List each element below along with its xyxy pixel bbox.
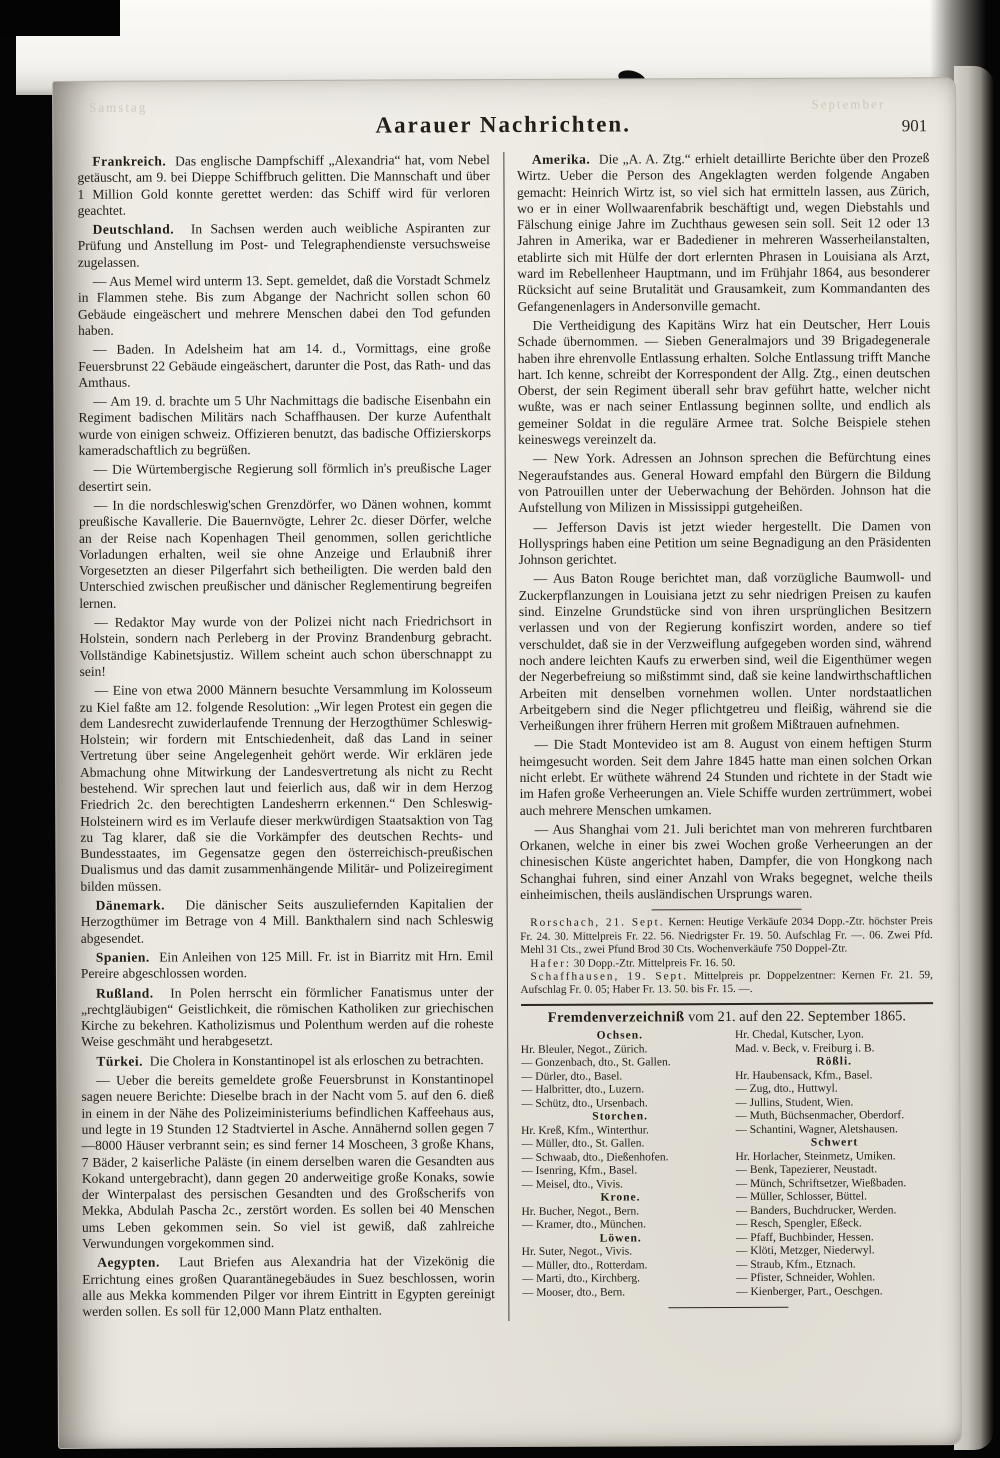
guest-entry: Hr. Bleuler, Negot., Zürich. — [520, 1042, 648, 1056]
section-lead: Frankreich. — [92, 153, 167, 169]
news-paragraph — [80, 681, 493, 895]
guest-entry: — Dürler, dto., Basel. — [520, 1070, 623, 1083]
guest-entry: Hr. Kreß, Kfm., Winterthur. — [521, 1123, 649, 1137]
guest-entry: — Klöti, Metzger, Niederwyl. — [735, 1244, 875, 1258]
paragraph-text: — New York. Adressen an Johnson sprechen die Befürchtung eines Negeraufstandes aus. General Howard empfahl den Bürgern die Bildung von Patrouillen unter der Ueberwachung der Behörden. Johnson hat die Aufstellung von Milizen in Mississippi gutgeheißen. — [518, 449, 931, 516]
news-paragraph — [79, 460, 492, 494]
guest-entry: — Gonzenbach, dto., St. Gallen. — [520, 1056, 671, 1070]
guest-entry: — Kienberger, Part., Oeschgen. — [736, 1284, 883, 1298]
guest-list-title-lead: Fremdenverzeichniß — [547, 1009, 685, 1026]
paragraph-text: — In die nordschleswig'schen Grenzdörfer, wo Dänen wohnen, kommt preußische Kavallerie. Die Bauernvögte, Lehrer 2c. dieser Dörfer, welche an der Reise nach Kopenhagen Theil genommen, sollen gerichtliche Vorladungen erhalten, weil sie ohne Anzeige und Erlaubniß ihrer Vorgesetzten an dieser Pilgerfahrt sich betheiligten. Die werden bald den Unterschied zwischen preußischer und dänischer Reglementirung begreifen lernen. — [78, 496, 492, 611]
guest-entry: — Muth, Büchsenmacher, Oberdorf. — [735, 1109, 905, 1123]
hotel-name-heading: Storchen. — [592, 1110, 649, 1123]
news-paragraph — [79, 496, 492, 612]
news-paragraph — [78, 392, 491, 459]
guest-entry: Hr. Suter, Negot., Vivis. — [521, 1245, 633, 1259]
section-lead: Türkei. — [96, 1053, 143, 1069]
guest-entry: — Müller, Schlosser, Büttel. — [735, 1190, 867, 1204]
guest-entry: — Mooser, dto., Bern. — [521, 1286, 626, 1299]
news-paragraph — [519, 570, 932, 735]
photo-corner-shadow — [0, 0, 120, 36]
paragraph-text: — Aus Memel wird unterm 13. Sept. gemeldet, daß die Vorstadt Schmelz in Flammen stehe. Bis zum Abgange der Nachricht sollen schon 60 Gebäude eingeäschert und mehrere Menschen dabei den Tod gefunden haben. — [77, 272, 491, 338]
guest-entry: — Schantini, Wagner, Aletshausen. — [735, 1122, 898, 1136]
guest-entry: Mad. v. Beck, v. Freiburg i. B. — [734, 1041, 875, 1055]
guest-entry: — Halbritter, dto., Luzern. — [520, 1083, 645, 1097]
bleedthrough-text: September — [811, 96, 886, 112]
market-place-lead: Schaffhausen, 19. Sept. — [530, 970, 689, 983]
paragraph-text: In Polen herrscht ein förmlicher Fanatismus unter der „rechtgläubigen“ Geistlichkeit, die römischen Katholiken zur griechischen Kirche zu bekehren. Katholizismus und Polenthum werden auf die roheste Weise geschmäht und herabgesetzt. — [81, 983, 494, 1050]
market-report-text: 30 Dopp.-Ztr. Mittelpreis Fr. 16. 50. — [573, 956, 736, 970]
hotel-name-heading: Löwen. — [599, 1232, 642, 1245]
news-paragraph — [81, 948, 494, 982]
paragraph-text: — Die Stadt Montevideo ist am 8. August von einem heftigen Sturm heimgesucht worden. Seit dem Jahre 1845 hatte man einen solchen Orkan nicht erlebt. Er wüthete während 24 Stunden und richtete in der Stadt wie im Hafen große Verheerungen an. Viele Schiffe wurden zertrümmert, wobei auch mehrere Menschen umkamen. — [519, 735, 933, 818]
news-paragraph — [78, 220, 491, 271]
guest-entry: — Münch, Schriftsetzer, Wießbaden. — [735, 1176, 907, 1190]
guest-entry: — Müller, dto., St. Gallen. — [521, 1137, 645, 1151]
hotel-name-heading: Krone. — [600, 1191, 641, 1204]
market-report-line — [520, 916, 933, 958]
guest-entry: — Zug, dto., Huttwyl. — [735, 1082, 838, 1096]
paragraph-text: In Sachsen werden auch weibliche Aspiranten zur Prüfung und Anstellung im Post- und Telegraphendienste versuchsweise zugelassen. — [77, 220, 491, 270]
news-paragraph — [81, 984, 494, 1051]
news-paragraph — [79, 613, 492, 680]
news-paragraph — [81, 1071, 494, 1252]
guest-entry: — Müller, dto., Rotterdam. — [521, 1258, 648, 1272]
paragraph-text: — Aus Shanghai vom 21. Juli berichtet man von mehreren furchtbaren Orkanen, welche in einer bis zwei Wochen große Verheerungen an der chinesischen Küste angerichtet haben, Dampfer, die von Hongkong nach Schanghai fuhren, sind einer Anzahl von Wraks begegnet, welche theils einheimischen, theils ausländischen Ursprungs waren. — [519, 820, 933, 903]
guest-entry: Hr. Haubensack, Kfm., Basel. — [735, 1069, 873, 1082]
paragraph-text: Laut Briefen aus Alexandria hat der Vizekönig die Errichtung eines großen Quarantänegebäudes in Suez beschlossen, worin alle aus Mekka kommenden Pilger vor ihrem Eintritt in Egypten gereinigt werden sollen. Es soll für 12,000 Mann Platz enthalten. — [82, 1253, 495, 1320]
guest-entry: — Benk, Tapezierer, Neustadt. — [735, 1163, 878, 1177]
news-paragraph — [78, 272, 491, 339]
section-lead: Spanien. — [95, 949, 150, 965]
news-paragraph — [520, 820, 933, 903]
section-lead: Deutschland. — [92, 221, 175, 237]
guest-entry: Hr. Chedal, Kutscher, Lyon. — [734, 1028, 864, 1042]
news-paragraph — [519, 736, 932, 819]
guest-list — [521, 1008, 935, 1309]
market-report-text: Kernen: Heutige Verkäufe 2034 Dopp.-Ztr. höchster Preis Fr. 24. 30. Mittelpreis Fr. 22. 56. Niedrigster Fr. 19. 50. Aufschlag Fr. —. 06. Zwei Pfd. Mehl 31 Cts., zwei Pfund Brod 30 Cts. Wochenverkäufe 750 Doppel-Ztr. — [520, 915, 933, 957]
guest-entry: — Resch, Spengler, Eßeck. — [735, 1217, 862, 1231]
paragraph-text: Die Cholera in Konstantinopel ist als erloschen zu betrachten. — [149, 1051, 484, 1069]
right-column-articles — [517, 150, 933, 903]
section-lead: Dänemark. — [95, 897, 166, 913]
masthead — [77, 106, 929, 146]
guest-entry: — Pfister, Schneider, Wohlen. — [735, 1271, 876, 1285]
paragraph-text: Ein Anleihen von 125 Mill. Fr. ist in Biarritz mit Hrn. Emil Pereire abgeschlossen worden. — [80, 948, 494, 982]
guest-entry: — Meisel, dto., Vivis. — [521, 1178, 624, 1191]
news-paragraph — [518, 449, 931, 516]
guest-entry: — Jullins, Student, Wien. — [735, 1096, 854, 1109]
guest-entry: — Pfaff, Buchbinder, Hessen. — [735, 1230, 874, 1244]
news-paragraph — [78, 340, 491, 391]
end-rule — [668, 1307, 788, 1309]
article-columns — [77, 150, 934, 1323]
guest-entry: — Straub, Kfm., Etznach. — [735, 1258, 856, 1271]
news-paragraph — [77, 152, 490, 219]
hotel-name-heading: Rößli. — [816, 1055, 853, 1068]
guest-list-column-1 — [521, 1029, 728, 1300]
paragraph-text: Die dänischer Seits auszuliefernden Kapitalien der Herzogthümer im Betrage von 4 Mill. Bankthalern sind nach Schleswig abgesendet. — [80, 896, 494, 946]
news-paragraph — [81, 1052, 494, 1070]
paragraph-text: — Redaktor May wurde von der Polizei nicht nach Friedrichsort in Holstein, sondern nach Perleberg in der Provinz Brandenburg gebracht. Vollständige Kabinetsjustiz. Willem scheint auch schon überschnappt zu sein! — [79, 613, 493, 679]
guest-entry: Hr. Horlacher, Steinmetz, Umiken. — [735, 1149, 896, 1163]
paragraph-text: — Aus Baton Rouge berichtet man, daß vorzügliche Baumwoll- und Zuckerpflanzungen in Louisiana jetzt zu sehr niedrigen Preisen zu kaufen sind. Einzelne Grundstücke sind von ihren ursprünglichen Besitzern verlassen und von der Regierung konfiszirt worden, andere so tief verschuldet, daß sie in der Verzweiflung aufgegeben worden sind, während noch andere leichten Kaufs zu erwerben sind, weil die Eigenthümer wegen der Negerbefreiung so mißstimmt sind, daß sie keine landwirthschaftlichen Arbeiten mit denselben vornehmen wollen. Unter nordstaatlichen Arbeitgebern sind die Neger pflichtgetreu und fleißig, während sie die Verheißungen ihrer frühern Herren mit großem Mißtrauen aufnehmen. — [518, 569, 932, 734]
guest-entry: — Marti, dto., Kirchberg. — [521, 1272, 641, 1286]
paragraph-text: — Ueber die bereits gemeldete große Feuersbrunst in Konstantinopel sagen neuere Berichte: Dieselbe brach in der Nacht vom 5. auf den 6. dieß in einem in der Nähe des Polizeiministeriums befindlichen Kaffeehaus aus, und legte in 19 Stunden 12 Stadtviertel in Asche. Annähernd sollen gegen 7—8000 Häuser verbrannt sein; es sind ferner 14 Moscheen, 3 große Khans, 7 Bäder, 2 kaiserliche Paläste (in einem derselben waren die Gesandten aus Kokand untergebracht), dann gegen 20 anderweitige große Konaks, sowie der Winterpalast des persischen Gesandten und des Großscherifs von Mekka, Abdulah Pascha 2c., zerstört worden. Es sollen bei 40 Menschen ums Leben gekommen sein. So viel ist gewiß, daß zahlreiche Verwundungen vorgekommen sind. — [81, 1071, 495, 1251]
guest-list-columns — [521, 1028, 935, 1300]
news-paragraph — [518, 518, 931, 569]
guest-entry: — Isenring, Kfm., Basel. — [521, 1164, 638, 1178]
market-place-lead: Rorschach, 21. Sept. — [530, 916, 665, 930]
hotel-name-heading: Schwert — [810, 1136, 859, 1149]
paragraph-text: — Eine von etwa 2000 Männern besuchte Versammlung im Kolosseum zu Kiel faßte am 12. folgende Resolution: „Wir legen Protest ein gegen die dem Landesrecht zuwiderlaufende Trennung der Herzogthümer Schleswig-Holstein; wir fordern mit Entschiedenheit, daß das Land in seiner Vertretung über seine Angelegenheit gehört werde. Wir erklären jede Abmachung ohne Mitwirkung der Landesvertretung als nicht zu Recht bestehend. Wir sprechen laut und feierlich aus, daß wir in dem Herzog Friedrich 2c. den berechtigten Landesherrn erkennen.“ Den Schleswig-Holsteinern wird es im Verlaufe dieser merkwürdigen Staatsaktion von Tag zu Tag klarer, daß sie die Vorkämpfer des deutschen Rechts- und Bundesstaates, im Gegensatze gegen den österreichisch-preußischen Dualismus und das damit zusammenhängende Militär- und Polizeiregiment bilden müssen. — [79, 681, 493, 894]
paragraph-text: — Jefferson Davis ist jetzt wieder hergestellt. Die Damen von Hollysprings haben eine Petition um seine Begnadigung an den Präsidenten Johnson gerichtet. — [518, 517, 932, 568]
section-lead: Amerika. — [531, 151, 591, 167]
paragraph-text: Die Vertheidigung des Kapitäns Wirz hat ein Deutscher, Herr Louis Schade übernommen. — Sieben Generalmajors und 39 Brigadegenerale haben ihre ehrenvolle Entlassung erhalten. Solche Entlassung trifft Manche hart. Ich kenne, schreibt der Korrespondent der Allg. Ztg., einen deutschen Oberst, der sein Regiment überall sehr brav geführt hatte, welcher nicht wußte, was er nach seiner Entlassung beginnen sollte, und endlich als gemeiner Soldat in die reguläre Armee trat. Solche Beispiele stehen keineswegs vereinzelt da. — [517, 316, 931, 447]
market-report — [520, 916, 933, 998]
paragraph-text: — Am 19. d. brachte um 5 Uhr Nachmittags die badische Eisenbahn ein Regiment badischen Militärs nach Schaffhausen. Der kurze Aufenthalt wurde von einigen schweiz. Offizieren benutzt, das badische Offizierskorps kameradschaftlich zu begrüßen. — [78, 392, 492, 458]
news-paragraph — [82, 1253, 495, 1320]
horizontal-rule — [521, 1002, 934, 1006]
guest-entry: — Schütz, dto., Ursenbach. — [520, 1096, 648, 1110]
page-content — [77, 106, 935, 1422]
market-report-text: Mittelpreis pr. Doppelzentner: Kernen Fr. 21. 59, Aufschlag Fr. 0. 05; Haber Fr. 13. 50. bis Fr. 15. —. — [520, 969, 933, 997]
news-paragraph — [518, 316, 931, 448]
paragraph-text: Die „A. A. Ztg.“ erhielt detaillirte Berichte über den Prozeß Wirtz. Ueber die Person des Angeklagten werden folgende Angaben gemacht: Heinrich Wirtz ist, so viel sich hat ermitteln lassen, aus Zürich, wo er in einer Wollwaarenfabrik beschäftigt und, wegen Diebstahls und Fälschung einige Jahre im Zuchthaus gewesen sein soll. Seit 12 oder 13 Jahren in Amerika, war er Badediener in mehreren Wasserheilanstalten, etablirte sich mit Hülfe der dort erlernten Phrasen in Louisiana als Arzt, ward im Rebellenheer Hauptmann, und im Frühjahr 1864, aus besonderer Rücksicht auf seine Brutalität und Grausamkeit, zum Kommandanten des Gefangenenlagers in Andersonville gemacht. — [516, 150, 930, 314]
section-lead: Rußland. — [95, 985, 154, 1001]
bleedthrough-text: Samstag — [89, 99, 148, 115]
section-divider-rule — [651, 909, 801, 911]
section-lead: Aegypten. — [97, 1254, 160, 1271]
market-report-line — [520, 969, 933, 998]
left-column — [77, 152, 508, 1323]
right-column — [503, 150, 935, 1321]
guest-entry: Hr. Bucher, Negot., Bern. — [521, 1205, 640, 1218]
guest-entry: — Schwaab, dto., Dießenhofen. — [521, 1150, 669, 1164]
newspaper-page — [53, 78, 961, 1448]
guest-entry: — Kramer, dto., München. — [521, 1218, 646, 1232]
guest-list-column-2 — [727, 1028, 934, 1299]
newspaper-title: Aarauer Nachrichten. — [375, 111, 632, 138]
news-paragraph — [517, 150, 930, 315]
paragraph-text: — Die Würtembergische Regierung soll förmlich in's preußische Lager desertirt sein. — [78, 460, 492, 494]
hotel-name-heading: Ochsen. — [596, 1029, 643, 1042]
guest-list-title-rest: vom 21. auf den 22. September 1865. — [688, 1008, 907, 1026]
guest-list-title — [521, 1008, 934, 1026]
market-place-lead: Hafer: — [530, 957, 571, 970]
guest-entry: — Banders, Buchdrucker, Werden. — [735, 1203, 897, 1217]
page-number: 901 — [901, 116, 928, 136]
paragraph-text: — Baden. In Adelsheim hat am 14. d., Vormittags, eine große Feuersbrunst 22 Gebäude eingeäschert, darunter die Post, das Rath- und das Amthaus. — [78, 340, 491, 390]
paragraph-text: Das englische Dampfschiff „Alexandria“ hat, vom Nebel getäuscht, am 9. bei Dieppe Schiffbruch gelitten. Die Mannschaft und über 1 Million Gold konnte gerettet werden: das Schiff wird für verloren geachtet. — [77, 152, 491, 218]
news-paragraph — [81, 896, 494, 947]
